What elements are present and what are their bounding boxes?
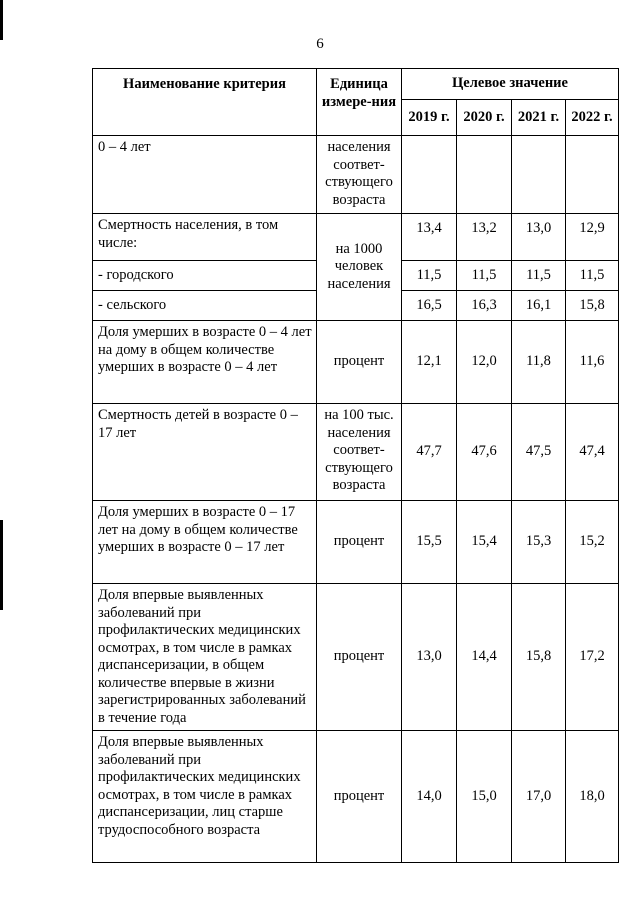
value-2022: 18,0 xyxy=(566,731,619,863)
criterion-unit: процент xyxy=(317,321,402,404)
value-2021: 11,5 xyxy=(512,261,566,291)
value-2022 xyxy=(566,136,619,214)
header-criterion-name: Наименование критерия xyxy=(93,69,317,136)
criterion-unit: населения соответ-ствующего возраста xyxy=(317,136,402,214)
table-row xyxy=(93,214,619,261)
table-row xyxy=(93,404,619,501)
criterion-name: 0 – 4 лет xyxy=(93,136,317,214)
criterion-name: Смертность детей в возрасте 0 – 17 лет xyxy=(93,404,317,501)
value-2021: 16,1 xyxy=(512,291,566,321)
value-2020: 14,4 xyxy=(457,584,512,731)
table-row xyxy=(93,584,619,731)
criterion-name: Доля умерших в возрасте 0 – 4 лет на дому в общем количестве умерших в возрасте 0 – 4 лет xyxy=(93,321,317,404)
value-2021: 13,0 xyxy=(512,214,566,261)
criteria-table xyxy=(92,68,619,863)
criterion-name: Доля умерших в возрасте 0 – 17 лет на дому в общем количестве умерших в возрасте 0 – 17 лет xyxy=(93,501,317,584)
value-2021: 15,8 xyxy=(512,584,566,731)
header-unit: Единица измере-ния xyxy=(317,69,402,136)
criterion-name: Доля впервые выявленных заболеваний при профилактических медицинских осмотрах, в том числе в рамках диспансеризации, лиц старше трудоспособного возраста xyxy=(93,731,317,863)
table-row xyxy=(93,501,619,584)
header-year-2021: 2021 г. xyxy=(512,100,566,136)
value-2020: 11,5 xyxy=(457,261,512,291)
value-2021: 11,8 xyxy=(512,321,566,404)
header-row xyxy=(93,69,619,100)
value-2020: 16,3 xyxy=(457,291,512,321)
header-target-value: Целевое значение xyxy=(402,69,619,100)
value-2020: 12,0 xyxy=(457,321,512,404)
value-2019: 12,1 xyxy=(402,321,457,404)
criterion-unit: процент xyxy=(317,584,402,731)
criterion-unit: на 1000 человек населения xyxy=(317,214,402,321)
table-row xyxy=(93,731,619,863)
value-2021: 47,5 xyxy=(512,404,566,501)
header-year-2022: 2022 г. xyxy=(566,100,619,136)
value-2019: 47,7 xyxy=(402,404,457,501)
value-2021: 15,3 xyxy=(512,501,566,584)
value-2022: 47,4 xyxy=(566,404,619,501)
value-2022: 11,5 xyxy=(566,261,619,291)
criterion-name: Доля впервые выявленных заболеваний при профилактических медицинских осмотрах, в том числе в рамках диспансеризации, в общем количестве впервые в жизни зарегистрированных заболеваний в течение года xyxy=(93,584,317,731)
value-2021 xyxy=(512,136,566,214)
value-2019: 16,5 xyxy=(402,291,457,321)
value-2022: 15,2 xyxy=(566,501,619,584)
value-2019: 15,5 xyxy=(402,501,457,584)
value-2022: 12,9 xyxy=(566,214,619,261)
value-2020 xyxy=(457,136,512,214)
value-2020: 13,2 xyxy=(457,214,512,261)
value-2019: 13,4 xyxy=(402,214,457,261)
page-number: 6 xyxy=(316,36,324,52)
scan-edge-mark xyxy=(0,520,3,610)
table-row xyxy=(93,136,619,214)
value-2020: 15,4 xyxy=(457,501,512,584)
value-2022: 11,6 xyxy=(566,321,619,404)
criterion-unit: процент xyxy=(317,731,402,863)
value-2019: 13,0 xyxy=(402,584,457,731)
header-year-2019: 2019 г. xyxy=(402,100,457,136)
value-2022: 17,2 xyxy=(566,584,619,731)
scan-edge-mark xyxy=(0,0,3,40)
value-2019: 14,0 xyxy=(402,731,457,863)
criterion-unit: на 100 тыс. населения соответ-ствующего возраста xyxy=(317,404,402,501)
value-2022: 15,8 xyxy=(566,291,619,321)
table-row xyxy=(93,321,619,404)
criterion-name: - сельского xyxy=(93,291,317,321)
value-2020: 47,6 xyxy=(457,404,512,501)
criterion-unit: процент xyxy=(317,501,402,584)
value-2019 xyxy=(402,136,457,214)
criterion-name: - городского xyxy=(93,261,317,291)
value-2021: 17,0 xyxy=(512,731,566,863)
criterion-name: Смертность населения, в том числе: xyxy=(93,214,317,261)
header-year-2020: 2020 г. xyxy=(457,100,512,136)
value-2020: 15,0 xyxy=(457,731,512,863)
value-2019: 11,5 xyxy=(402,261,457,291)
